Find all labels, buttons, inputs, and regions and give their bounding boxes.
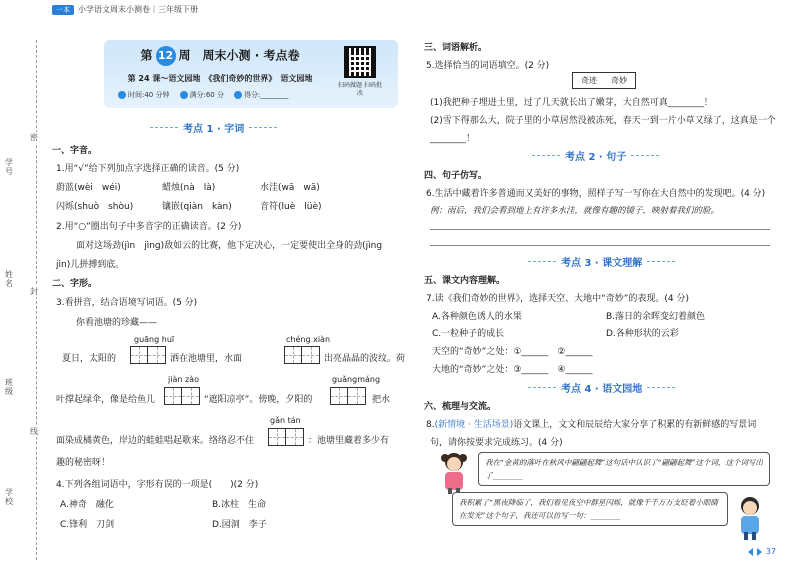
got-score-text: 得分:________ bbox=[244, 91, 289, 99]
q2-sentence-line2[interactable]: jìn)儿拼搏到底。 bbox=[56, 260, 125, 270]
q5-sentence-1[interactable]: (1)我把种子埋进土里，过了几天就长出了嫩芽，大自然可真________！ bbox=[430, 98, 713, 108]
section-ju-zi: 四、句子仿写。 bbox=[424, 171, 488, 181]
binding-label-school: 学校 bbox=[5, 488, 13, 506]
q4-option-d[interactable]: D.园洞 李子 bbox=[212, 520, 267, 530]
series-title: 小学语文周末小测卷｜三年级下册 bbox=[78, 5, 198, 14]
q3-line4: 趣的秘密呀！ bbox=[56, 458, 111, 468]
page-number bbox=[748, 547, 776, 556]
speech-bubble-girl[interactable]: 我在“金黄的落叶在秋风中翩翩起舞”这句话中认识了“翩翩起舞”这个词，这个词写出了________ bbox=[478, 452, 770, 486]
section-zi-yin: 一、字音。 bbox=[52, 146, 98, 156]
q6-answer-line-2[interactable] bbox=[430, 245, 770, 246]
exam-meta bbox=[118, 90, 288, 100]
kaodian1-label: 考点 1 · 字词 bbox=[183, 124, 245, 135]
q6-example: 例：雨后，我们会看到地上有许多水洼，就像有趣的镜子，映射着我们的脸。 bbox=[430, 206, 720, 216]
question-3: 3.看拼音，结合语境写词语。(5 分) bbox=[56, 298, 198, 308]
q3-line2-a: 叶撑起绿伞，像是给鱼儿 bbox=[56, 395, 156, 405]
time-text: 时间:40 分钟 bbox=[128, 91, 170, 99]
binding-label-class: 班级 bbox=[5, 378, 13, 396]
qr-caption: 扫码做题 扫码批改 bbox=[338, 82, 382, 97]
kaodian2-label: 考点 2 · 句子 bbox=[565, 152, 627, 163]
q3-intro: 你看池塘的珍藏—— bbox=[76, 318, 158, 328]
next-page-icon[interactable] bbox=[757, 548, 762, 556]
total-score-info bbox=[180, 90, 225, 100]
section-heading-kaodian4 bbox=[528, 380, 675, 395]
section-heading-kaodian2 bbox=[532, 148, 659, 163]
q1-item-5[interactable]: 镶嵌(qiàn kàn) bbox=[162, 202, 232, 212]
q8-text: 语文课上，文文和辰辰给大家分享了积累的有新鲜感的写景词 bbox=[513, 420, 757, 430]
clock-icon bbox=[118, 91, 126, 99]
q1-item-2[interactable]: 蜡烛(nà là) bbox=[162, 183, 216, 193]
got-score-info bbox=[234, 90, 288, 100]
q4-option-a[interactable]: A.神奇 融化 bbox=[60, 500, 114, 510]
series-label bbox=[52, 4, 198, 15]
answer-grid-gantan[interactable] bbox=[268, 428, 304, 446]
q1-item-1[interactable]: 蔚蓝(wèi wéi) bbox=[56, 183, 121, 193]
answer-grid-jianzao[interactable] bbox=[164, 387, 200, 405]
q5-word-2: 奇妙 bbox=[611, 76, 627, 85]
binding-mark-feng: 封 bbox=[30, 287, 38, 296]
q7-option-d[interactable]: D.各种形状的云彩 bbox=[606, 329, 679, 339]
section-ci-yu: 三、词语解析。 bbox=[424, 43, 488, 53]
q5-sentence-2a: (2)雪下得那么大，院子里的小草居然没被冻死，春天一到一片小草又绿了，这真是一个 bbox=[430, 116, 776, 126]
q3-line2-b: “遮阳凉亭”。傍晚，夕阳的 bbox=[204, 395, 313, 405]
question-5: 5.选择恰当的词语填空。(2 分) bbox=[426, 61, 550, 71]
section-heading-kaodian1 bbox=[150, 120, 277, 135]
binding-strip bbox=[0, 0, 48, 566]
score-icon bbox=[180, 91, 188, 99]
q7-option-c[interactable]: C.一粒种子的成长 bbox=[432, 329, 505, 339]
pinyin-guangmang: guǎngmáng bbox=[332, 375, 381, 384]
q3-line1-c: 出亮晶晶的波纹。荷 bbox=[324, 354, 406, 364]
time-info bbox=[118, 90, 170, 100]
q5-word-1: 奇迹 bbox=[581, 76, 597, 85]
section-shu-li: 六、梳理与交流。 bbox=[424, 402, 497, 412]
q3-line1-a: 夏日，太阳的 bbox=[62, 354, 117, 364]
pinyin-chengxian: chéng xiàn bbox=[286, 335, 331, 344]
question-8-line1 bbox=[426, 417, 756, 430]
kaodian3-label: 考点 3 · 课文理解 bbox=[561, 258, 643, 269]
q3-line3-b: ：池塘里藏着多少有 bbox=[308, 436, 390, 446]
q6-answer-line-1[interactable] bbox=[430, 229, 770, 230]
lesson-range: 第 24 课～语文园地 《我们奇妙的世界》 语文园地 bbox=[127, 74, 313, 83]
question-1: 1.用“√”给下列加点字选择正确的读音。(5 分) bbox=[56, 164, 240, 174]
section-zi-xing: 二、字形。 bbox=[52, 279, 98, 289]
series-badge: 一本 bbox=[52, 5, 74, 15]
q5-word-box bbox=[572, 72, 636, 89]
header-card bbox=[104, 40, 398, 108]
question-4: 4.下列各组词语中，字形有误的一项是( )(2 分) bbox=[56, 480, 259, 490]
title-prefix: 第 bbox=[140, 48, 153, 63]
question-6: 6.生活中藏着许多普通而又美好的事物，照样子写一写你在大自然中的发现吧。(4 分) bbox=[426, 189, 766, 199]
answer-grid-guanghui[interactable] bbox=[130, 346, 166, 364]
pen-icon bbox=[234, 91, 242, 99]
q3-line3-a: 面染成橘黄色，岸边的蛙蛙唱起歌来。络络忍不住 bbox=[56, 436, 255, 446]
section-ke-wen: 五、课文内容理解。 bbox=[424, 276, 506, 286]
q7-option-a[interactable]: A.各种颜色诱人的水果 bbox=[432, 312, 522, 322]
qr-code-icon[interactable] bbox=[344, 46, 376, 78]
pinyin-gantan: gǎn tán bbox=[270, 416, 301, 425]
answer-grid-chengxian[interactable] bbox=[284, 346, 320, 364]
binding-mark-xian: 线 bbox=[30, 427, 38, 436]
title-suffix: 周 周末小测 · 考点卷 bbox=[178, 48, 300, 63]
q4-option-b[interactable]: B.冰柱 生命 bbox=[212, 500, 267, 510]
speech-bubble-boy[interactable]: 我积累了“黑夜降临了，我们看见夜空中群星闪烁，就像千千万万支眨着小眼睛在发光”这个句子，我还可以仿写一句：________ bbox=[452, 492, 728, 526]
binding-line bbox=[36, 40, 37, 560]
q3-line1-b: 洒在池塘里，水面 bbox=[170, 354, 243, 364]
q8-context-tag: (新情境 · 生活场景) bbox=[434, 420, 514, 430]
week-number-badge: 12 bbox=[156, 46, 176, 66]
section-heading-kaodian3 bbox=[528, 254, 675, 269]
question-2: 2.用“○”圈出句子中多音字的正确读音。(2 分) bbox=[56, 222, 242, 232]
binding-mark-mi: 密 bbox=[30, 133, 38, 142]
question-7: 7.读《我们奇妙的世界》，选择天空、大地中“奇妙”的表现。(4 分) bbox=[426, 294, 690, 304]
q5-sentence-2b[interactable]: ________！ bbox=[430, 134, 476, 144]
kaodian4-label: 考点 4 · 语文园地 bbox=[561, 384, 643, 395]
q7-option-b[interactable]: B.落日的余晖变幻着颜色 bbox=[606, 312, 706, 322]
total-score-text: 满分:60 分 bbox=[189, 91, 224, 99]
q2-sentence-line1[interactable]: 面对这场劲(jìn jìng)敌如云的比赛，他下定决心，一定要使出全身的劲(jìng bbox=[76, 241, 383, 251]
q7-sky-answer[interactable]: 天空的“奇妙”之处：①______ ②______ bbox=[432, 347, 593, 357]
q1-item-4[interactable]: 闪烁(shuò shòu) bbox=[56, 202, 134, 212]
q8-number: 8. bbox=[426, 420, 435, 430]
q7-land-answer[interactable]: 大地的“奇妙”之处：③______ ④______ bbox=[432, 365, 593, 375]
q4-option-c[interactable]: C.锋利 刀剑 bbox=[60, 520, 115, 530]
pinyin-guanghui: guāng huī bbox=[134, 335, 175, 344]
girl-avatar bbox=[436, 450, 472, 494]
q3-line2-c: 把水 bbox=[372, 395, 391, 405]
answer-grid-guangmang[interactable] bbox=[330, 387, 366, 405]
prev-page-icon[interactable] bbox=[748, 548, 753, 556]
q1-item-6[interactable]: 音符(luè lüè) bbox=[260, 202, 322, 212]
page-number-text: 37 bbox=[765, 547, 776, 556]
question-8-line2: 句，请你按要求完成练习。(4 分) bbox=[430, 438, 563, 448]
page-title bbox=[104, 46, 336, 66]
binding-label-name: 姓名 bbox=[5, 270, 13, 288]
q1-item-3[interactable]: 水洼(wā wā) bbox=[260, 183, 320, 193]
binding-label-id: 学号 bbox=[5, 158, 13, 176]
pinyin-jianzao: jiàn zào bbox=[168, 375, 199, 384]
boy-avatar bbox=[732, 494, 768, 542]
